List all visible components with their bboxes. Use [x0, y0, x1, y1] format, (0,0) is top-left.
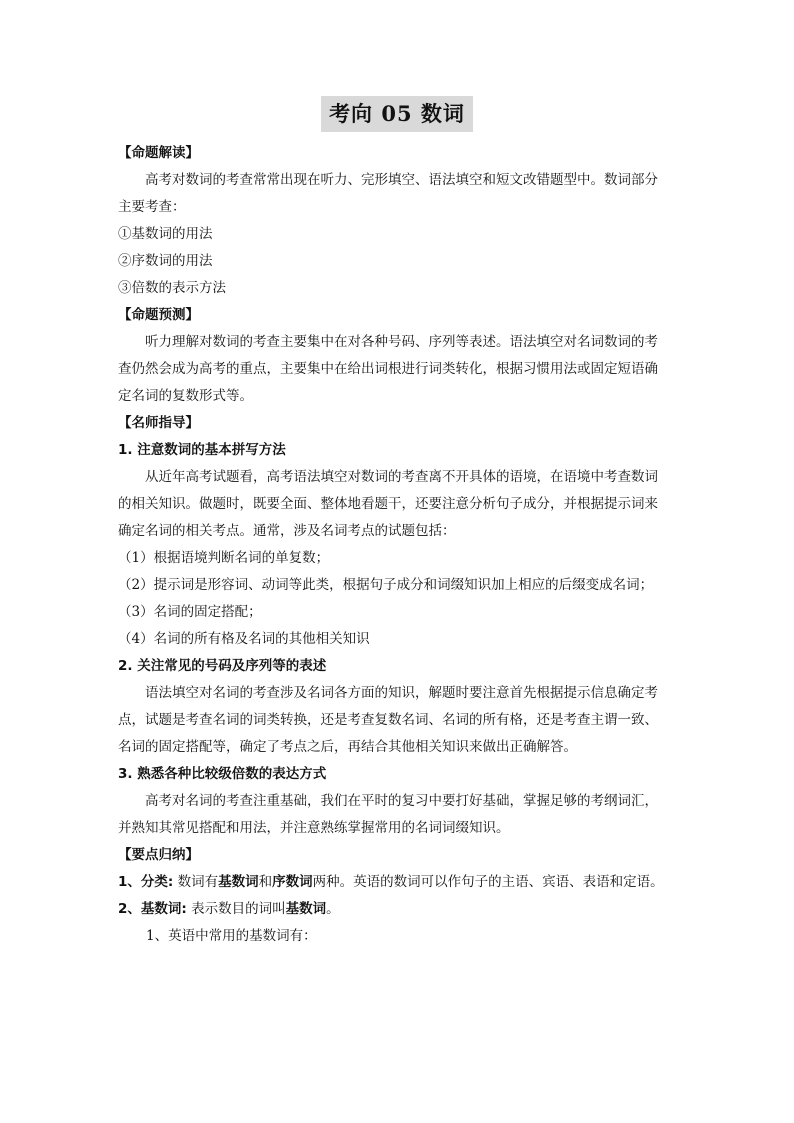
paragraph-line: 语法填空对名词的考查涉及名词各方面的知识，解题时要注意首先根据提示信息确定考: [145, 685, 658, 701]
label-bold: 1、分类:: [118, 874, 174, 890]
paragraph-line: 定名词的复数形式等。: [118, 388, 253, 404]
paragraph-line: 的相关知识。做题时，既要全面、整体地看题干，还要注意分析句子成分，并根据提示词来: [118, 496, 658, 512]
text-span: 数词有: [173, 874, 219, 890]
document-body: [118, 140, 678, 950]
paragraph-line: 主要考查：: [118, 199, 186, 215]
list-item: （2）提示词是形容词、动词等此类，根据句子成分和词缀知识加上相应的后缀变成名词；: [118, 577, 654, 593]
paragraph-line: 听力理解对数词的考查主要集中在对各种号码、序列等表述。语法填空对名词数词的考: [145, 334, 658, 350]
subsection-title: 1. 注意数词的基本拼写方法: [118, 442, 286, 458]
summary-classification: [118, 869, 678, 896]
section-heading-guidance: 【名师指导】: [118, 415, 199, 431]
list-item: （1）根据语境判断名词的单复数；: [118, 550, 330, 566]
list-item: ①基数词的用法: [118, 226, 213, 242]
list-item: ②序数词的用法: [118, 253, 213, 269]
section-heading-interpretation: 【命题解读】: [118, 145, 199, 161]
paragraph-line: 查仍然会成为高考的重点，主要集中在给出词根进行词类转化，根据习惯用法或固定短语确: [118, 361, 658, 377]
paragraph-line: 确定名词的相关考点。通常，涉及名词考点的试题包括：: [118, 523, 456, 539]
list-item: （3）名词的固定搭配；: [118, 604, 262, 620]
summary-cardinal: [118, 896, 678, 923]
paragraph-line: 名词的固定搭配等，确定了考点之后，再结合其他相关知识来做出正确解答。: [118, 739, 577, 755]
text-span: 。: [326, 901, 340, 917]
list-item: ③倍数的表示方法: [118, 280, 226, 296]
paragraph-line: 1、英语中常用的基数词有：: [146, 928, 317, 944]
term-bold: 序数词: [272, 874, 313, 890]
term-bold: 基数词: [218, 874, 259, 890]
label-bold: 2、基数词:: [118, 901, 187, 917]
list-item: （4）名词的所有格及名词的其他相关知识: [118, 631, 370, 647]
term-bold: 基数词: [285, 901, 327, 917]
paragraph-line: 点，试题是考查名词的词类转换，还是考查复数名词、名词的所有格，还是考查主谓一致、: [118, 712, 658, 728]
text-span: 和: [258, 874, 273, 890]
paragraph-line: 从近年高考试题看，高考语法填空对数词的考查离不开具体的语境，在语境中考查数词: [145, 469, 658, 485]
paragraph-line: 并熟知其常见搭配和用法，并注意熟练掌握常用的名词词缀知识。: [118, 820, 510, 836]
page-title: 考向 05 数词: [321, 96, 473, 132]
title-wrap: [0, 96, 794, 132]
subsection-title: 3. 熟悉各种比较级倍数的表达方式: [118, 766, 327, 782]
paragraph-line: 高考对数词的考查常常出现在听力、完形填空、语法填空和短文改错题型中。数词部分: [145, 172, 658, 188]
text-span: 两种。英语的数词可以作句子的主语、宾语、表语和定语。: [312, 874, 664, 890]
paragraph-line: 高考对名词的考查注重基础，我们在平时的复习中要打好基础，掌握足够的考纲词汇，: [145, 793, 658, 809]
section-heading-prediction: 【命题预测】: [118, 307, 199, 323]
subsection-title: 2. 关注常见的号码及序列等的表述: [118, 658, 327, 674]
section-heading-summary: 【要点归纳】: [118, 847, 199, 863]
text-span: 表示数目的词叫: [186, 901, 286, 917]
